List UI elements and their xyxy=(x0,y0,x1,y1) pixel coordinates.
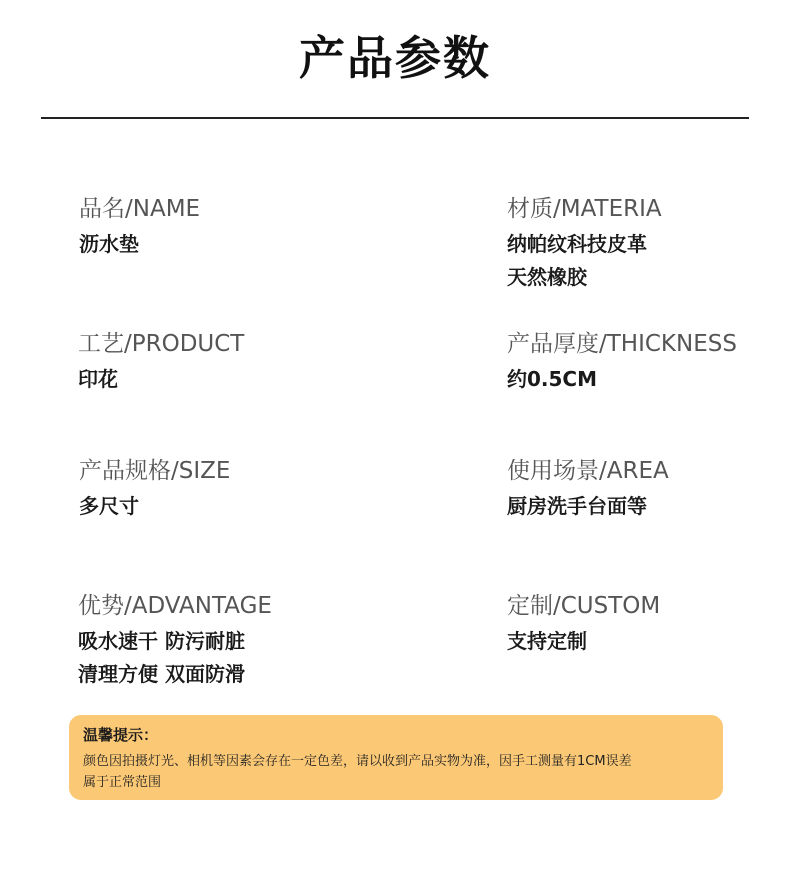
spec-value-custom xyxy=(507,625,660,658)
notice-body xyxy=(83,751,711,793)
spec-area xyxy=(507,456,669,523)
spec-value-process xyxy=(78,363,244,396)
spec-value-line: 厨房洗手台面等 xyxy=(507,494,647,518)
spec-thickness xyxy=(507,329,737,396)
spec-value-line: 吸水速干 防污耐脏 xyxy=(78,629,245,653)
page-title: 产品参数 xyxy=(299,31,491,85)
spec-value-line: 支持定制 xyxy=(507,629,587,653)
spec-name xyxy=(79,194,200,261)
spec-value-area xyxy=(507,490,669,523)
spec-value-size xyxy=(79,490,230,523)
spec-value-material xyxy=(507,228,662,294)
spec-label-name: 品名/NAME xyxy=(79,196,201,222)
spec-label-custom: 定制/CUSTOM xyxy=(507,593,661,619)
title-divider xyxy=(41,117,749,119)
spec-value-line: 清理方便 双面防滑 xyxy=(78,662,245,686)
spec-label-material: 材质/MATERIA xyxy=(507,196,662,222)
spec-value-thickness xyxy=(507,363,737,396)
spec-label-area: 使用场景/AREA xyxy=(507,458,669,484)
spec-material xyxy=(507,194,662,294)
spec-process xyxy=(78,329,244,396)
spec-value-line: 约0.5CM xyxy=(507,367,598,391)
spec-value-line: 沥水垫 xyxy=(79,232,139,256)
spec-size xyxy=(79,456,230,523)
notice-title: 温馨提示： xyxy=(83,726,159,744)
spec-label-process: 工艺/PRODUCT xyxy=(78,331,245,357)
spec-label-thickness: 产品厚度/THICKNESS xyxy=(507,331,737,357)
notice-line: 颜色因拍摄灯光、相机等因素会存在一定色差，请以收到产品实物为准，因手工测量有1CM误差 xyxy=(83,754,632,769)
spec-label-size: 产品规格/SIZE xyxy=(79,458,231,484)
spec-value-name xyxy=(79,228,200,261)
spec-value-line: 多尺寸 xyxy=(79,494,139,518)
spec-value-line: 印花 xyxy=(78,367,118,391)
spec-label-advantage: 优势/ADVANTAGE xyxy=(78,593,272,619)
notice-line: 属于正常范围 xyxy=(83,775,162,790)
spec-custom xyxy=(507,591,660,658)
notice-box xyxy=(69,715,723,800)
spec-value-advantage xyxy=(78,625,272,691)
spec-value-line: 天然橡胶 xyxy=(507,265,587,289)
spec-advantage xyxy=(78,591,272,691)
spec-value-line: 纳帕纹科技皮革 xyxy=(507,232,647,256)
